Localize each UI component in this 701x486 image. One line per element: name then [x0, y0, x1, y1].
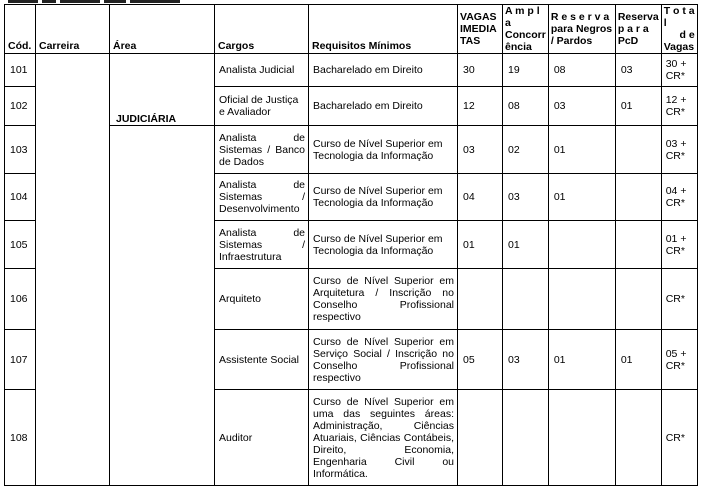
- header-carreira: Carreira: [36, 5, 110, 54]
- header-cargos: Cargos: [215, 5, 309, 54]
- cell-cargo: Assistente Social: [215, 330, 309, 390]
- cell-vagas-imediatas: 03: [458, 126, 503, 174]
- cell-negros: 01: [548, 174, 615, 221]
- cell-total: CR*: [661, 390, 697, 486]
- cell-area-empty: [110, 126, 215, 486]
- cell-cod: 106: [5, 269, 36, 330]
- header-reserva-pcd: Reserva p a r a PcD: [615, 5, 661, 54]
- header-cod: Cód.: [5, 5, 36, 54]
- cell-total: 30 + CR*: [661, 54, 697, 87]
- cell-total: 05 + CR*: [661, 330, 697, 390]
- cell-total: CR*: [661, 269, 697, 330]
- cell-negros: 08: [548, 54, 615, 87]
- cell-requisito: Curso de Nível Superior em uma das seguintes áreas: Administração, Ciências Atuariais, Ciências Contábeis, Direito, Economia, Engenharia Civil ou Informática.: [309, 390, 458, 486]
- cell-pcd: 01: [615, 330, 661, 390]
- cell-vagas-imediatas: 12: [458, 86, 503, 125]
- cell-requisito: Curso de Nível Superior em Tecnologia da Informação: [309, 126, 458, 174]
- cell-total: 01 + CR*: [661, 221, 697, 269]
- header-total-vagas: T o t a l d e Vagas: [661, 5, 697, 54]
- cell-negros: [548, 390, 615, 486]
- cell-negros: 01: [548, 126, 615, 174]
- cell-ampla: 01: [503, 221, 549, 269]
- cell-negros: 03: [548, 86, 615, 125]
- cell-total: 04 + CR*: [661, 174, 697, 221]
- cell-vagas-imediatas: [458, 269, 503, 330]
- table-row: [5, 54, 698, 87]
- cell-ampla: 02: [503, 126, 549, 174]
- cell-cargo: Analista de Sistemas / Desenvolvimento: [215, 174, 309, 221]
- cell-cod: 104: [5, 174, 36, 221]
- table-header-row: [5, 5, 698, 54]
- cell-vagas-imediatas: 04: [458, 174, 503, 221]
- cell-negros: [548, 269, 615, 330]
- cell-requisito: Curso de Nível Superior em Arquitetura / Inscrição no Conselho Profissional respectivo: [309, 269, 458, 330]
- cell-total: 12 + CR*: [661, 86, 697, 125]
- cell-cargo: Analista de Sistemas / Banco de Dados: [215, 126, 309, 174]
- cell-pcd: [615, 221, 661, 269]
- header-area: Área: [110, 5, 215, 54]
- cell-requisito: Curso de Nível Superior em Tecnologia da Informação: [309, 221, 458, 269]
- cell-total: 03 + CR*: [661, 126, 697, 174]
- cell-cod: 107: [5, 330, 36, 390]
- cell-pcd: [615, 126, 661, 174]
- cell-vagas-imediatas: 05: [458, 330, 503, 390]
- cell-carreira: [36, 54, 110, 486]
- cell-cargo: Analista de Sistemas / Infraestrutura: [215, 221, 309, 269]
- cell-cod: 103: [5, 126, 36, 174]
- cell-pcd: [615, 269, 661, 330]
- cell-vagas-imediatas: 30: [458, 54, 503, 87]
- cell-requisito: Curso de Nível Superior em Tecnologia da Informação: [309, 174, 458, 221]
- cell-pcd: 01: [615, 86, 661, 125]
- cell-requisito: Bacharelado em Direito: [309, 86, 458, 125]
- cell-cargo: Auditor: [215, 390, 309, 486]
- cell-vagas-imediatas: 01: [458, 221, 503, 269]
- cell-negros: [548, 221, 615, 269]
- header-vagas-imediatas: VAGAS IMEDIA TAS: [458, 5, 503, 54]
- header-reserva-negros: R e s e r v a para Negros / Pardos: [548, 5, 615, 54]
- cell-requisito: Bacharelado em Direito: [309, 54, 458, 87]
- cell-ampla: [503, 390, 549, 486]
- cell-cod: 102: [5, 86, 36, 125]
- vacancy-table: [4, 4, 698, 486]
- cell-cod: 105: [5, 221, 36, 269]
- cell-cargo: Arquiteto: [215, 269, 309, 330]
- cell-cod: 101: [5, 54, 36, 87]
- cell-ampla: 03: [503, 330, 549, 390]
- cell-ampla: [503, 269, 549, 330]
- cell-cod: 108: [5, 390, 36, 486]
- cell-negros: 01: [548, 330, 615, 390]
- cell-ampla: 19: [503, 54, 549, 87]
- cell-cargo: Analista Judicial: [215, 54, 309, 87]
- cell-cargo: Oficial de Justiça e Avaliador: [215, 86, 309, 125]
- cell-pcd: 03: [615, 54, 661, 87]
- header-ampla-concorrencia: A m p l a Concorr ência: [503, 5, 549, 54]
- cell-area-judiciaria: JUDICIÁRIA: [110, 54, 215, 126]
- header-requisitos: Requisitos Mínimos: [309, 5, 458, 54]
- cell-pcd: [615, 174, 661, 221]
- cell-pcd: [615, 390, 661, 486]
- cell-vagas-imediatas: [458, 390, 503, 486]
- cell-ampla: 03: [503, 174, 549, 221]
- cell-requisito: Curso de Nível Superior em Serviço Social / Inscrição no Conselho Profissional respectivo: [309, 330, 458, 390]
- cell-ampla: 08: [503, 86, 549, 125]
